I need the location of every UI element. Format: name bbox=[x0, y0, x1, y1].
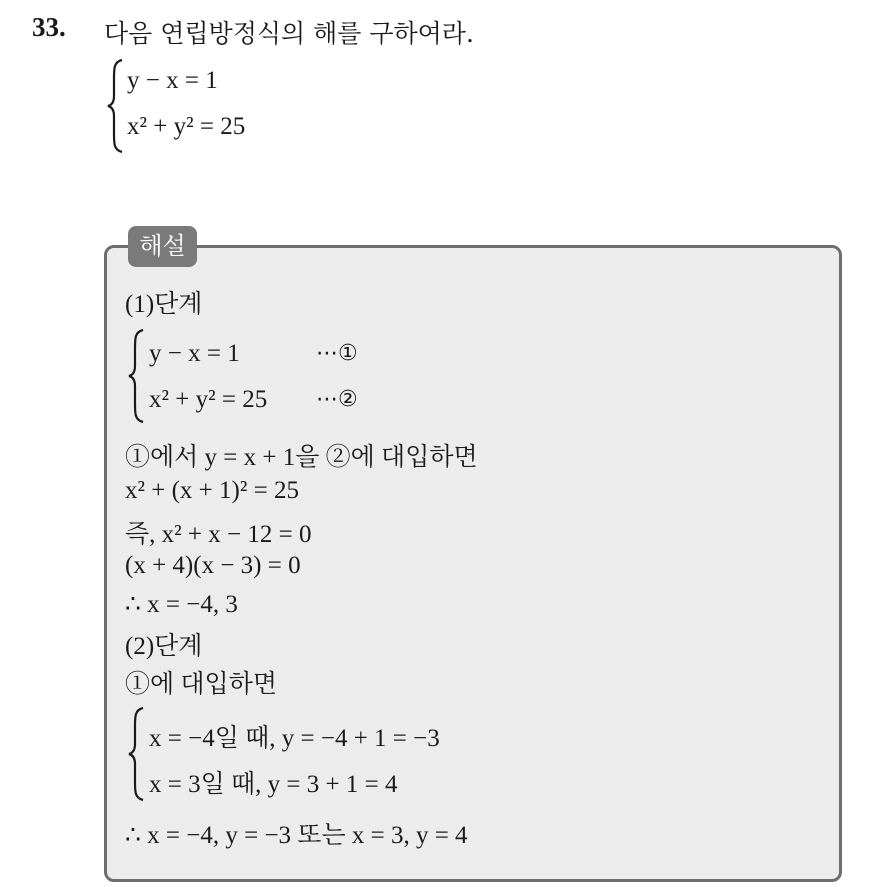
system-brace bbox=[106, 58, 126, 154]
step1-system-brace bbox=[127, 328, 147, 424]
question-text: 다음 연립방정식의 해를 구하여라. bbox=[104, 19, 474, 48]
solution-tag: 해설 bbox=[128, 226, 197, 267]
question-equation-2: x² + y² = 25 bbox=[127, 113, 246, 140]
question-equation-1: y − x = 1 bbox=[127, 67, 218, 94]
step1-equation-1-ref: ⋯① bbox=[316, 341, 358, 366]
step2-case-2: x = 3일 때, y = 3 + 1 = 4 bbox=[149, 771, 398, 798]
substitution-line: ①에서 y = x + 1을 ②에 대입하면 bbox=[125, 444, 478, 471]
roots-line: ∴ x = −4, 3 bbox=[125, 591, 238, 618]
simplify-line: 즉, x² + x − 12 = 0 bbox=[125, 521, 312, 548]
conclusion-line: ∴ x = −4, y = −3 또는 x = 3, y = 4 bbox=[125, 822, 468, 849]
step2-label: (2)단계 bbox=[125, 633, 203, 660]
step2-case-1: x = −4일 때, y = −4 + 1 = −3 bbox=[149, 725, 440, 752]
step1-equation-1: y − x = 1 bbox=[149, 340, 240, 367]
expansion-line: x² + (x + 1)² = 25 bbox=[125, 477, 299, 504]
step1-equation-2-ref: ⋯② bbox=[316, 387, 358, 412]
factor-line: (x + 4)(x − 3) = 0 bbox=[125, 552, 301, 579]
step2-system-brace bbox=[127, 706, 147, 802]
step1-label: (1)단계 bbox=[125, 291, 203, 318]
step2-intro: ①에 대입하면 bbox=[125, 671, 278, 698]
question-number: 33. bbox=[32, 12, 66, 42]
step1-equation-2: x² + y² = 25 bbox=[149, 386, 268, 413]
